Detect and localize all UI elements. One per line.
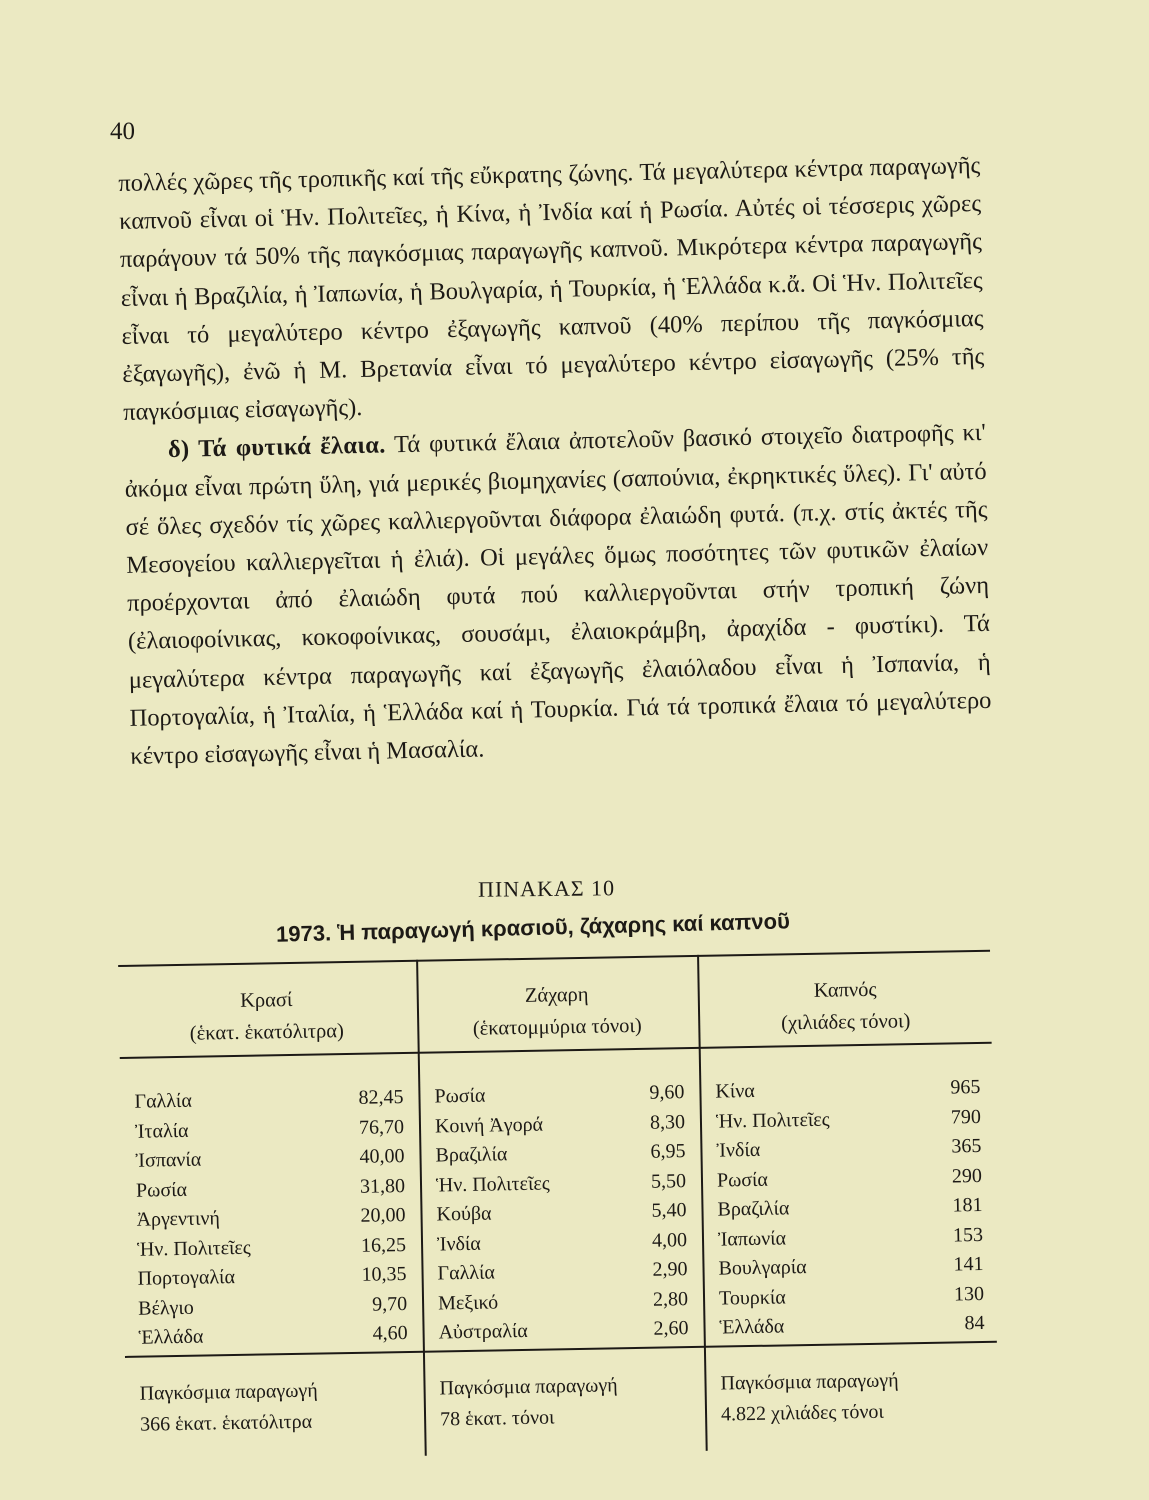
country-name: Πορτογαλία [137, 1266, 236, 1290]
country-name: Ἰσπανία [135, 1148, 202, 1172]
country-name: Ρωσία [434, 1084, 486, 1108]
country-name: Βουλγαρία [718, 1256, 807, 1280]
row-value: 965 [950, 1075, 981, 1099]
table-row [437, 1229, 687, 1263]
body-text [118, 147, 993, 776]
table-row [134, 1086, 403, 1120]
table-row [436, 1199, 686, 1233]
footer-value: 4.822 χιλιάδες τόνοι [720, 1400, 885, 1426]
row-value: 16,25 [360, 1233, 407, 1257]
column-title: Ζάχαρη [524, 983, 589, 1007]
column-footer [720, 1364, 988, 1431]
column-rows [434, 1081, 689, 1351]
row-value: 4,60 [372, 1322, 408, 1345]
row-value: 181 [952, 1193, 983, 1217]
row-value: 130 [953, 1282, 985, 1305]
country-name: Ἡν. Πολιτεῖες [435, 1172, 550, 1196]
column-unit: (ἑκατ. ἑκατόλιτρα) [189, 1020, 345, 1045]
table-row [438, 1288, 688, 1322]
table-row [436, 1170, 686, 1204]
country-name: Ἰνδία [716, 1138, 761, 1162]
country-name: Ἡν. Πολιτεῖες [136, 1236, 251, 1261]
row-value: 8,30 [649, 1110, 686, 1134]
row-value: 790 [950, 1105, 982, 1128]
row-value: 141 [953, 1252, 984, 1276]
column-header [699, 972, 991, 1041]
column-footer [139, 1374, 411, 1441]
table-row [135, 1116, 404, 1150]
country-name: Ἡν. Πολιτεῖες [715, 1108, 830, 1133]
country-name: Τουρκία [718, 1285, 786, 1310]
section-heading: δ) Τά φυτικά ἔλαια. [167, 431, 386, 464]
page-number: 40 [110, 118, 135, 145]
country-name: Ρωσία [135, 1178, 188, 1202]
table-row [136, 1204, 405, 1238]
row-value: 5,50 [650, 1169, 687, 1193]
table-caption: ΠΙΝΑΚΑΣ 10 [477, 875, 616, 902]
row-value: 6,95 [650, 1140, 686, 1163]
table-row [438, 1317, 688, 1351]
row-value: 40,00 [359, 1145, 405, 1168]
country-name: Ἑλλάδα [719, 1315, 785, 1339]
footer-label: Παγκόσμια παραγωγή [720, 1369, 899, 1395]
paragraph-vegetable-oils [124, 414, 993, 776]
column-footer [439, 1369, 692, 1435]
table-row [135, 1145, 404, 1179]
wine-column [118, 960, 422, 1467]
table-row [719, 1312, 984, 1346]
table-row [718, 1253, 983, 1287]
column-header [418, 977, 695, 1046]
row-value: 10,35 [361, 1263, 407, 1286]
row-value: 9,70 [371, 1292, 408, 1316]
country-name: Μεξικό [437, 1290, 499, 1314]
column-unit: (χιλιάδες τόνοι) [780, 1010, 911, 1035]
table-row [716, 1105, 981, 1139]
country-name: Αὐστραλία [438, 1319, 528, 1344]
tobacco-column [699, 950, 999, 1457]
country-name: Κούβα [436, 1202, 492, 1226]
column-rows [134, 1086, 408, 1356]
row-value: 153 [952, 1223, 984, 1246]
country-name: Γαλλία [437, 1261, 496, 1285]
footer-value: 366 ἑκατ. ἑκατόλιτρα [139, 1410, 313, 1436]
column-header [119, 982, 415, 1051]
table-subtitle: 1973. Ἡ παραγωγή κρασιοῦ, ζάχαρης καί καπνοῦ [275, 908, 791, 947]
table-row [435, 1111, 685, 1145]
table-row [138, 1322, 407, 1356]
row-value: 2,90 [652, 1258, 688, 1281]
paragraph-tobacco: πολλές χῶρες τῆς τροπικῆς καί τῆς εὔκρατης ζώνης. Τά μεγαλύτερα κέντρα παραγωγῆς καπνοῦ εἶναι οἱ Ἡν. Πολιτεῖες, ἡ Κίνα, ἡ Ἰνδία καί ἡ Ρωσία. Αὐτές οἱ τέσσερις χῶρες παράγουν τά 50% τῆς παγκόσμιας παραγωγῆς καπνοῦ. Μικρότερα κέντρα παραγωγῆς εἶναι ἡ Βραζιλία, ἡ Ἰαπωνία, ἡ Βουλγαρία, ἡ Τουρκία, ἡ Ἑλλάδα κ.ἄ. Οἱ Ἡν. Πολιτεῖες εἶναι τό μεγαλύτερο κέντρο ἐξαγωγῆς καπνοῦ (40% περίπου τῆς παγκόσμιας ἐξαγωγῆς), ἐνῶ ἡ Μ. Βρετανία εἶναι τό μεγαλύτερο κέντρο εἰσαγωγῆς (25% τῆς παγκόσμιας εἰσαγωγῆς). [118, 151, 985, 427]
column-title: Κρασί [239, 988, 293, 1012]
country-name: Βέλγιο [137, 1296, 194, 1320]
footer-value: 78 ἑκατ. τόνοι [439, 1406, 555, 1431]
country-name: Ρωσία [716, 1168, 769, 1192]
column-unit: (ἑκατομμύρια τόνοι) [472, 1014, 642, 1040]
row-value: 82,45 [358, 1086, 404, 1109]
country-name: Βραζιλία [435, 1143, 508, 1167]
row-value: 9,60 [649, 1081, 685, 1104]
row-value: 2,80 [652, 1287, 689, 1311]
row-value: 31,80 [359, 1174, 406, 1198]
production-table [118, 942, 999, 1467]
table-row [718, 1223, 983, 1257]
table-row [136, 1175, 405, 1209]
country-name: Γαλλία [134, 1089, 193, 1113]
table-row [435, 1140, 685, 1174]
country-name: Ἑλλάδα [138, 1325, 204, 1349]
table-row [716, 1135, 981, 1169]
table-row [715, 1076, 980, 1110]
country-name: Ἀργεντινή [136, 1207, 221, 1231]
country-name: Ἰαπωνία [717, 1226, 787, 1251]
row-value: 4,00 [651, 1228, 688, 1252]
table-row [717, 1164, 982, 1198]
row-value: 76,70 [358, 1115, 405, 1139]
country-name: Βραζιλία [717, 1197, 790, 1221]
table-row [137, 1263, 406, 1297]
row-value: 2,60 [653, 1317, 689, 1340]
row-value: 365 [951, 1134, 982, 1158]
country-name: Ἰνδία [436, 1232, 481, 1255]
row-value: 290 [951, 1164, 983, 1187]
sugar-column [418, 955, 703, 1462]
row-value: 20,00 [360, 1204, 406, 1227]
country-name: Ἰταλία [134, 1119, 189, 1143]
footer-label: Παγκόσμια παραγωγή [139, 1379, 318, 1405]
country-name: Κίνα [715, 1079, 755, 1103]
paragraph-vegetable-oils-text: Τά φυτικά ἔλαια ἀποτελοῦν βασικό στοιχεῖο διατροφῆς κι' ἀκόμα εἶναι πρώτη ὕλη, γιά μερικές βιομηχανίες (σαπούνια, ἐκρηκτικές ὕλες). Γι' αὐτό σέ ὅλες σχεδόν τίς χῶρες καλλιεργοῦνται διάφορα ἐλαιώδη φυτά. (π.χ. στίς ἀκτές τῆς Μεσογείου καλλιεργεῖται ἡ ἐλιά). Οἱ μεγάλες ὅμως ποσότητες τῶν φυτικῶν ἐλαίων προέρχονται ἀπό ἐλαιώδη φυτά πού καλλιεργοῦνται στήν τροπική ζώνη (ἐλαιοφοίνικας, κοκοφοίνικας, σουσάμι, ἐλαιοκράμβη, ἀραχίδα - φυστίκι). Τά μεγαλύτερα κέντρα παραγωγῆς καί ἐξαγωγῆς ἐλαιόλαδου εἶναι ἡ Ἰσπανία, ἡ Πορτογαλία, ἡ Ἰταλία, ἡ Ἑλλάδα καί ἡ Τουρκία. Γιά τά τροπικά ἔλαια τό μεγαλύτερο κέντρο εἰσαγωγῆς εἶναι ἡ Μασαλία. [124, 419, 992, 770]
row-value: 5,40 [651, 1199, 687, 1222]
table-row [138, 1293, 407, 1327]
table-row [437, 1258, 687, 1292]
row-value: 84 [964, 1311, 985, 1335]
footer-label: Παγκόσμια παραγωγή [439, 1374, 618, 1400]
column-title: Καπνός [813, 978, 877, 1002]
table-row [719, 1282, 984, 1316]
table-row [717, 1194, 982, 1228]
table-row [434, 1081, 684, 1115]
country-name: Κοινή Ἀγορά [434, 1113, 544, 1137]
column-rows [715, 1076, 985, 1346]
table-row [137, 1234, 406, 1268]
